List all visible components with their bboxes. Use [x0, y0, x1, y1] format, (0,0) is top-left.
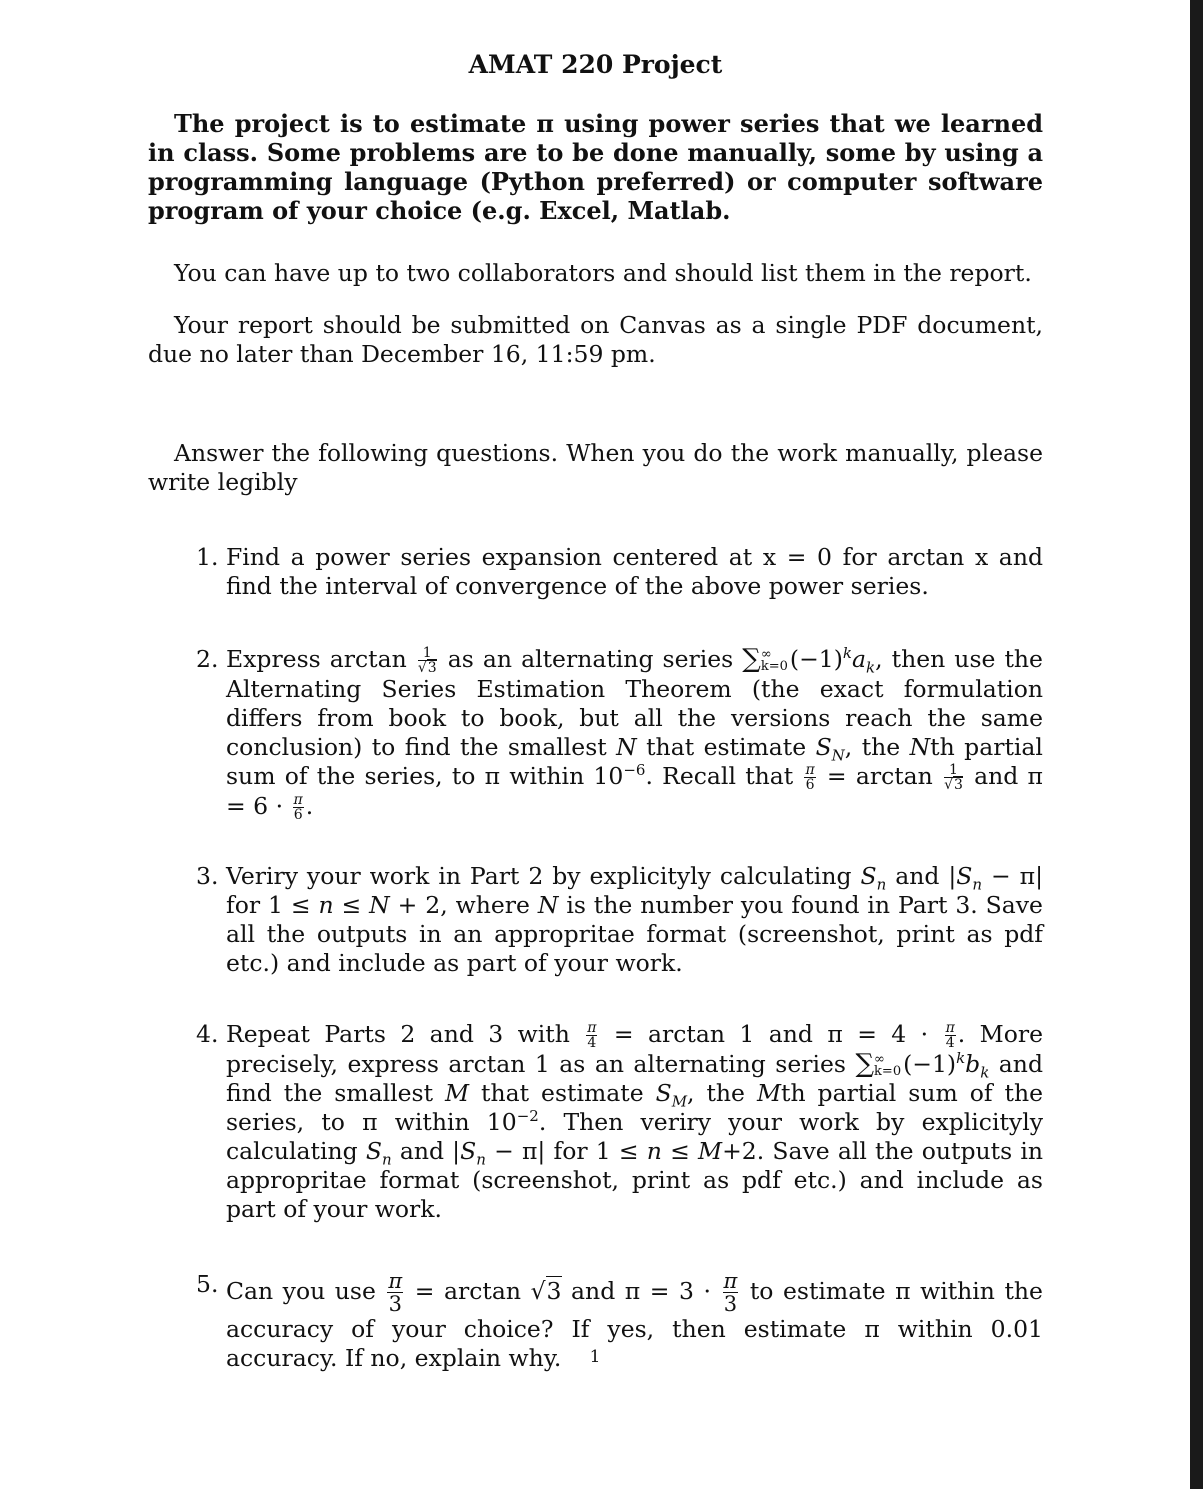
denominator: 3 — [723, 1292, 738, 1316]
intro-paragraph: The project is to estimate π using power series that we learned in class. Some problems are to be done manually, some by using a programming language (Python preferred) or computer software program of your choice (e.g. Excel, Matlab. — [148, 109, 1043, 225]
fraction-one-over-root3 — [418, 646, 437, 675]
text-segment: . Then veriry your work by explicityly calculating — [226, 1108, 1043, 1165]
question-number: 5. — [196, 1270, 219, 1298]
var-M: M — [445, 1079, 470, 1107]
var-b: b — [965, 1050, 981, 1078]
var-N: N — [369, 891, 390, 919]
numerator: 1 — [418, 646, 437, 661]
var-n: n — [318, 891, 334, 919]
sum-limits — [874, 1051, 902, 1079]
collaborators-paragraph: You can have up to two collaborators and should list them in the report. — [174, 259, 1032, 287]
text-segment: , the — [844, 733, 901, 761]
question-number: 2. — [196, 645, 219, 673]
text-segment: and | — [399, 1137, 461, 1165]
text-segment: , the — [687, 1079, 745, 1107]
text-segment: th partial sum of the series, to π within 10 — [226, 1079, 1043, 1136]
text-segment: ≤ — [670, 1137, 690, 1165]
denominator — [418, 661, 437, 675]
sqrt-symbol: √ — [417, 660, 427, 676]
text-segment: − π| for 1 ≤ — [494, 1137, 639, 1165]
document-title: AMAT 220 Project — [468, 50, 723, 79]
subscript-M: M — [671, 1092, 688, 1111]
var-M: M — [698, 1137, 723, 1165]
radicand: 3 — [427, 660, 437, 676]
text-segment: Can you use — [226, 1277, 376, 1305]
numerator: 1 — [944, 763, 963, 778]
text-segment: ≤ — [341, 891, 362, 919]
instructions-paragraph: Answer the following questions. When you do the work manually, please write legibly — [148, 439, 1043, 496]
var-n: n — [646, 1137, 662, 1165]
subscript-n: n — [876, 875, 887, 894]
sigma-symbol: ∑ — [855, 1049, 875, 1079]
text-segment: (−1) — [903, 1050, 957, 1078]
text-segment: = arctan 1 and π = 4 · — [613, 1020, 929, 1048]
text-segment: and π = 6 · — [226, 762, 1043, 820]
numerator: π — [805, 762, 815, 778]
subscript-k: k — [980, 1063, 990, 1082]
text-segment: th partial sum of the series, to π within 10 — [226, 733, 1043, 790]
text-segment: . Recall that — [645, 762, 794, 790]
sigma-symbol: ∑ — [742, 644, 761, 674]
numerator: π — [723, 1269, 738, 1293]
text-segment: is the number you found in Part 3. Save all the outputs in an appropritae format (screenshot, print as pdf etc.) and include as part of your work. — [226, 891, 1043, 977]
numerator: π — [388, 1269, 403, 1293]
text-segment: that estimate — [646, 733, 807, 761]
question-3 — [148, 862, 1043, 978]
numerator: π — [587, 1020, 597, 1036]
var-S: S — [956, 862, 973, 890]
submission-paragraph: Your report should be submitted on Canvas as a single PDF document, due no later than December 16, 11:59 pm. — [148, 311, 1043, 368]
page-number: 1 — [589, 1347, 601, 1367]
var-M: M — [756, 1079, 781, 1107]
radicand: 3 — [546, 1277, 562, 1305]
numerator: π — [293, 792, 303, 808]
sum-limits — [760, 646, 788, 674]
var-S: S — [655, 1079, 672, 1107]
right-edge-bar — [1190, 0, 1203, 1489]
var-S: S — [460, 1137, 477, 1165]
question-number: 1. — [196, 543, 219, 571]
denominator: 3 — [388, 1292, 403, 1316]
subscript-n: n — [476, 1150, 486, 1169]
fraction-pi-over-3 — [723, 1270, 739, 1315]
denominator: 4 — [945, 1035, 955, 1051]
text-segment: − π| for 1 ≤ — [226, 862, 1043, 919]
question-1 — [148, 543, 1043, 601]
text-segment: = arctan — [414, 1277, 522, 1305]
var-S: S — [815, 733, 832, 761]
text-segment: , then use the Alternating Series Estimation Theorem (the exact formulation differs from book to book, but all the versions reach the same conclusion) to find the smallest — [226, 645, 1043, 761]
exponent: −2 — [516, 1107, 539, 1126]
question-number: 3. — [196, 862, 219, 890]
document-page — [148, 40, 1043, 1373]
text-segment: and | — [895, 862, 957, 890]
text-segment: as an alternating series — [447, 645, 734, 673]
text-segment: + 2, where — [397, 891, 530, 919]
numerator: π — [945, 1020, 955, 1036]
denominator: 6 — [293, 807, 303, 823]
radicand: 3 — [953, 777, 963, 793]
denominator — [944, 778, 963, 792]
question-2: 2. Express arctan $\frac{1}{√3}$ as an alternating series ∑ ∞ k=0 $(-1)^ka_k$, then use the Alternating Series Estimation Theorem (the exact formulation differs from book to book, but all the versions reach the same conclusion) to find the smallest N that estimate $S_N$, the Nth partial sum of the series, to π within $10^{-6}$. Recall that $\frac{\pi}{6}$ = arctan $\frac{1}{√3}$ and π = 6 · $\frac{\pi}{6}$ . — [196, 644, 1043, 823]
exponent-k: k — [956, 1049, 966, 1068]
subscript-n: n — [381, 1150, 392, 1169]
subscript-n: n — [972, 875, 983, 894]
fraction-pi-over-4 — [945, 1021, 956, 1050]
text-segment: Veriry your work in Part 2 by explicityly calculating — [226, 862, 852, 890]
fraction-pi-over-4 — [586, 1021, 597, 1050]
lower-limit: k=0 — [874, 1063, 902, 1079]
text-segment: and find the smallest — [226, 1050, 1043, 1107]
text-segment: = arctan — [826, 762, 933, 790]
text-segment: (−1) — [789, 645, 843, 673]
fraction-pi-over-3 — [387, 1270, 403, 1315]
denominator: 4 — [587, 1035, 597, 1051]
lower-limit: k=0 — [760, 658, 788, 674]
subscript-k: k — [866, 658, 876, 677]
text-segment: Express arctan — [226, 645, 407, 673]
var-N: N — [909, 733, 931, 761]
fraction-one-over-root3 — [944, 763, 963, 792]
question-number: 4. — [196, 1020, 219, 1048]
var-N: N — [537, 891, 559, 919]
denominator: 6 — [805, 777, 815, 793]
question-text: Find a power series expansion centered at x = 0 for arctan x and find the interval of convergence of the above power series. — [226, 543, 1043, 600]
var-S: S — [365, 1137, 382, 1165]
text-segment: and π = 3 · — [571, 1277, 711, 1305]
var-a: a — [851, 645, 866, 673]
question-list — [148, 543, 1043, 1373]
text-segment: +2. Save all the outputs in appropritae format (screenshot, print as pdf etc.) and include as part of your work. — [226, 1137, 1043, 1223]
text-segment: to estimate π within the accuracy of your choice? If yes, then estimate π within 0.01 accuracy. If no, explain why. — [226, 1277, 1043, 1372]
text-segment: Repeat Parts 2 and 3 with — [226, 1020, 570, 1048]
sqrt-symbol: √ — [530, 1277, 546, 1305]
text-segment: . More precisely, express arctan 1 as an alternating series — [226, 1020, 1043, 1078]
fraction-pi-over-6 — [293, 793, 304, 822]
exponent-k: k — [842, 644, 852, 663]
question-4 — [148, 1020, 1043, 1224]
upper-limit: ∞ — [760, 646, 772, 662]
exponent: −6 — [623, 761, 646, 780]
upper-limit: ∞ — [874, 1051, 885, 1067]
subscript-N: N — [831, 746, 845, 765]
sqrt-symbol: √ — [944, 777, 953, 793]
fraction-pi-over-6 — [804, 763, 815, 792]
var-N: N — [616, 733, 637, 761]
text-segment: that estimate — [481, 1079, 644, 1107]
var-S: S — [860, 862, 877, 890]
